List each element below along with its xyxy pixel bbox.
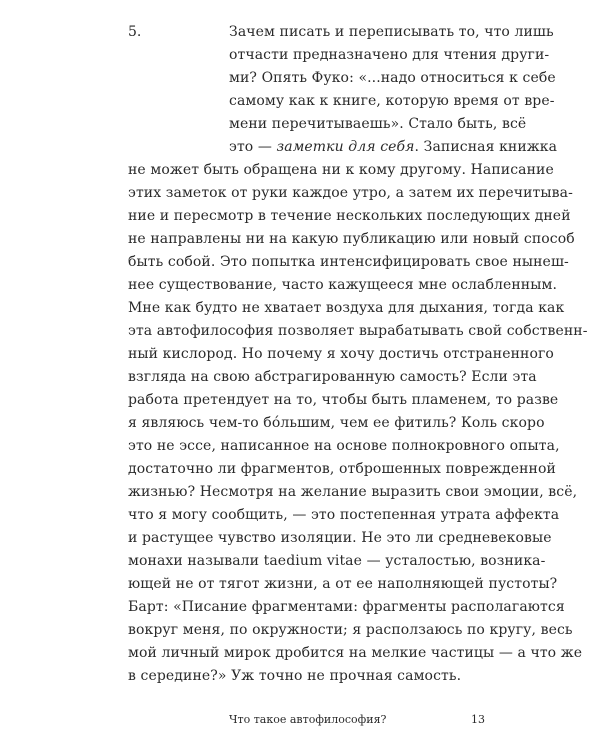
text-line-29: в середине?» Уж точно не прочная самость. <box>128 668 462 684</box>
text-line-28: мой личный мирок дробится на мелкие частицы — а что же <box>128 645 583 661</box>
text-line-27: вокруг меня, по окружности; я расползаюсь по кругу, весь <box>128 622 573 638</box>
page-number: 13 <box>471 713 485 726</box>
text-line-7: не может быть обращена ни к кому другому. Написание <box>128 162 554 178</box>
text-line-25: ющей не от тягот жизни, а от ее наполняющей пустоты? <box>128 576 558 592</box>
text-line-14: эта автофилософия позволяет вырабатывать свой собственн- <box>128 323 588 339</box>
text-line-8: этих заметок от руки каждое утро, а затем их перечитыва- <box>128 185 573 201</box>
text-line-1: Зачем писать и переписывать то, что лишь <box>229 24 554 40</box>
text-line-26: Барт: «Писание фрагментами: фрагменты располагаются <box>128 599 565 615</box>
text-line-17: работа претендует на то, чтобы быть пламенем, то разве <box>128 392 559 408</box>
text-line-12: нее существование, часто кажущееся мне ослабленным. <box>128 277 558 293</box>
text-line-16: взгляда на свою абстрагированную самость? Если эта <box>128 369 537 385</box>
italic-phrase: заметки для себя <box>276 139 415 155</box>
section-number: 5. <box>128 24 142 40</box>
text-line-21: жизнью? Несмотря на желание выразить свои эмоции, всё, <box>128 484 578 500</box>
text-line-13: Мне как будто не хватает воздуха для дыхания, тогда как <box>128 300 565 316</box>
text-line-6 <box>229 136 557 159</box>
text-line-4: самому как к книге, которую время от вре- <box>229 93 555 109</box>
text-line-10: не направлены ни на какую публикацию или новый способ <box>128 231 575 247</box>
running-footer-title: Что такое автофилософия? <box>229 713 387 726</box>
text-line-23: и растущее чувство изоляции. Не это ли средневековые <box>128 530 552 546</box>
text-line-2: отчасти предназначено для чтения други- <box>229 47 550 63</box>
text-line-6-start: это — <box>229 139 277 155</box>
text-line-20: достаточно ли фрагментов, отброшенных поврежденной <box>128 461 556 477</box>
text-line-6-end: . Записная книжка <box>414 139 558 155</box>
text-line-24: монахи называли taedium vitae — усталостью, возника- <box>128 553 546 569</box>
text-line-5: мени перечитываешь». Стало быть, всё <box>229 116 527 132</box>
text-line-19: это не эссе, написанное на основе полнокровного опыта, <box>128 438 560 454</box>
text-line-18: я являюсь чем-то бóльшим, чем ее фитиль? Коль скоро <box>128 415 545 431</box>
text-line-11: быть собой. Это попытка интенсифицировать свое нынеш- <box>128 254 569 270</box>
text-line-3: ми? Опять Фуко: «...надо относиться к себе <box>229 70 556 86</box>
text-line-9: ние и пересмотр в течение нескольких последующих дней <box>128 208 571 224</box>
text-line-22: что я могу сообщить, — это постепенная утрата аффекта <box>128 507 560 523</box>
text-line-15: ный кислород. Но почему я хочу достичь отстраненного <box>128 346 554 362</box>
